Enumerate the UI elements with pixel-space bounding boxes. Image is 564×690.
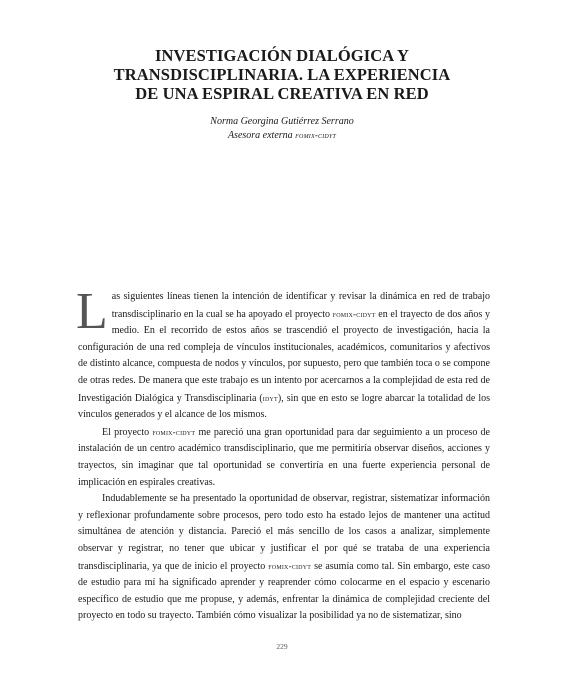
title-line-2: TRANSDISCIPLINARIA. LA EXPERIENCIA xyxy=(113,65,451,84)
project-acronym: fomix-cidyt xyxy=(268,560,312,571)
paragraph-3 xyxy=(78,491,490,625)
paragraph-3-text-b: se asumía como tal. Sin embargo, este caso de estudio para mí ha significado aprender y reaprender cómo colocarme en el espacio y escenario específico de estudio que me propuse, y además, enfrentar la dinámica de complejidad creciente del proyecto en todo su trayecto. También cómo visualizar la posibilidad ya no de sistematizar, sino xyxy=(78,560,490,622)
affiliation-role: Asesora externa xyxy=(227,130,293,141)
author-affiliation xyxy=(0,129,564,142)
page-number: 229 xyxy=(276,642,288,651)
network-acronym: idyt xyxy=(262,392,278,403)
title-line-1: INVESTIGACIÓN DIALÓGICA Y xyxy=(154,46,410,65)
paragraph-1 xyxy=(76,283,490,424)
paragraph-2-text-a: El proyecto xyxy=(102,426,153,438)
author-name: Norma Georgina Gutiérrez Serrano xyxy=(210,116,354,127)
drop-cap: L xyxy=(76,283,108,340)
title-line-3: DE UNA ESPIRAL CREATIVA EN RED xyxy=(135,84,429,103)
paragraph-1-text-c: ), sin que en esto se logre abarcar la totalidad de los vínculos generados y el alcance de los mismos. xyxy=(78,392,490,421)
article-body xyxy=(76,283,490,625)
article-title xyxy=(70,46,494,103)
paragraph-1-text-a: as siguientes líneas tienen la intención de identificar y revisar la dinámica en red de trabajo transdisciplinario en la cual se ha apoyado el proyecto xyxy=(111,291,490,320)
affiliation-org: fomix-cidyt xyxy=(295,130,337,140)
project-acronym: fomix-cidyt xyxy=(332,308,376,319)
paragraph-2-text-b: me pareció una gran oportunidad para dar seguimiento a un proceso de instalación de un centro académico transdisciplinario, que me permitiría observar diseños, acciones y trayectos, sin imaginar que tal oportunidad se convertiría en una fuerte experiencia personal de implicación en espirales creativas. xyxy=(78,426,490,488)
paragraph-1-text-b: en el trayecto de dos años y medio. En el recorrido de estos años se trascendió el proyecto de investigación, hacia la configuración de una red compleja de vínculos institucionales, académicos, comunitarios y afectivos de distinto alcance, compuesta de nodos y vínculos, por supuesto, pero que también toca o se compone de otras redes. De manera que este trabajo es un intento por acercarnos a la complejidad de esta red de Investigación Dialógica y Transdisciplinaria ( xyxy=(78,308,490,404)
paragraph-3-text-a: Indudablemente se ha presentado la oportunidad de observar, registrar, sistematizar información y reflexionar profundamente sobre procesos, pero todo esto ha estado lejos de mantener una actitud simultánea de atención y distancia. Pareció el más sencillo de los casos a analizar, simplemente observar y registrar, no tener que ubicar y justificar el por qué se trataba de una experiencia transdisciplinaria, ya que de inicio el proyecto xyxy=(78,493,490,572)
paragraph-2 xyxy=(78,424,490,491)
project-acronym: fomix-cidyt xyxy=(152,426,196,437)
